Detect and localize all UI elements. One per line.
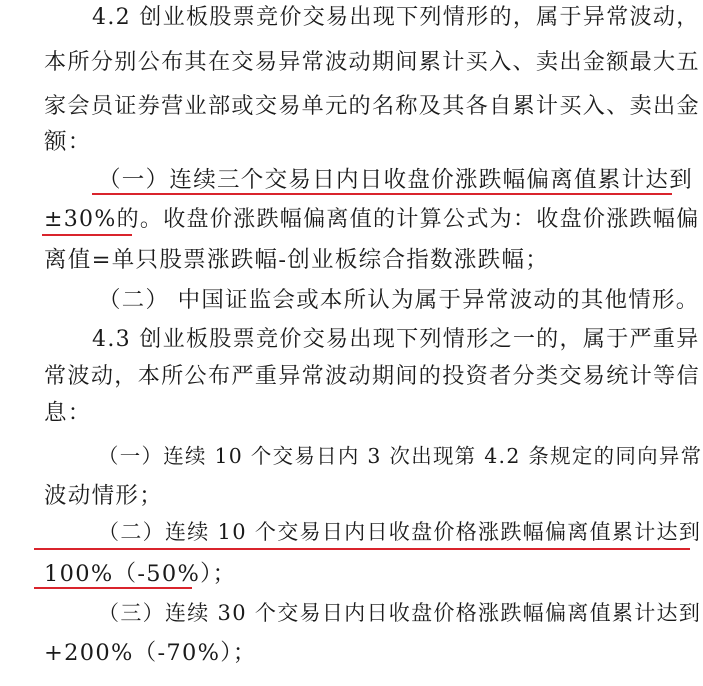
red-underline [42, 234, 132, 236]
clause-4-3-item-3-line: （三）连续 30 个交易日内日收盘价格涨跌幅偏离值累计达到 [98, 600, 702, 625]
clause-4-2-item-2-line: （二） 中国证监会或本所认为属于异常波动的其他情形。 [98, 287, 700, 313]
text-line: 常波动，本所公布严重异常波动期间的投资者分类交易统计等信 [44, 363, 700, 389]
text-line: +200%（-70%）； [44, 640, 257, 666]
text-line: 家会员证券营业部或交易单元的名称及其各自累计买入、卖出金 [44, 93, 700, 119]
red-underline [34, 548, 690, 550]
text-line: 额： [44, 129, 92, 155]
clause-4-2-item-1-continued: ±30%的。收盘价涨跌幅偏离值的计算公式为：收盘价涨跌幅偏 [44, 207, 700, 232]
clause-4-3-item-1-line: （一）连续 10 个交易日内 3 次出现第 4.2 条规定的同向异常 [98, 444, 703, 468]
clause-4-3-item-2-line: （二）连续 10 个交易日内日收盘价格涨跌幅偏离值累计达到 [98, 519, 702, 544]
text-line: 本所分别公布其在交易异常波动期间累计买入、卖出金额最大五 [44, 49, 700, 75]
clause-4-3-heading-line: 4.3 创业板股票竞价交易出现下列情形之一的，属于严重异 [92, 327, 700, 352]
red-underline [34, 587, 192, 589]
clause-4-2-item-1-line: （一）连续三个交易日内日收盘价涨跌幅偏离值累计达到 [98, 167, 694, 193]
text-line: 息： [44, 400, 92, 426]
clause-4-3-item-2-continued: 100%（-50%）； [44, 561, 237, 587]
text-line: 离值=单只股票涨跌幅-创业板综合指数涨跌幅； [44, 247, 550, 273]
text-line: 波动情形； [44, 483, 164, 509]
clause-4-2-heading-line: 4.2 创业板股票竞价交易出现下列情形的，属于异常波动， [92, 5, 700, 30]
red-underline [92, 193, 672, 195]
